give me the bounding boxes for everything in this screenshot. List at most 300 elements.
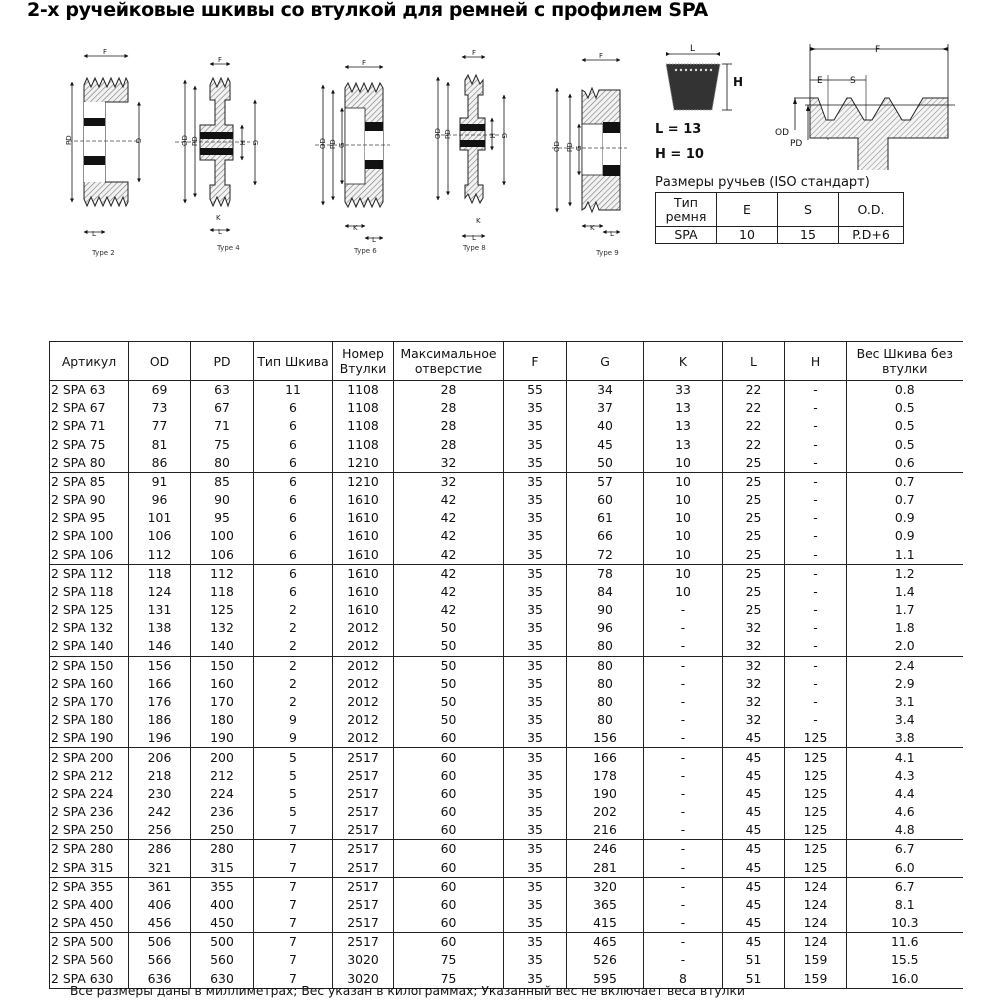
cell-f: 35 [504,877,567,896]
cell-weight: 0.9 [847,509,963,527]
cell-bush-number: 1610 [333,527,394,545]
cell-h: - [785,656,847,675]
cell-od: 86 [129,454,191,473]
cell-k: 8 [644,970,723,989]
cell-h: - [785,509,847,527]
iso-header-belt-type-line1: Тип [674,194,698,210]
cell-weight: 4.6 [847,803,963,821]
header-f: F [504,342,567,381]
svg-text:H: H [238,140,246,146]
cell-bush-number: 2012 [333,619,394,637]
cell-article: 2 SPA 560 [50,951,129,969]
cell-od: 361 [129,877,191,896]
cell-weight: 1.4 [847,583,963,601]
table-row [50,381,963,400]
cell-g: 190 [567,785,644,803]
cell-bush-number: 2517 [333,914,394,933]
cell-l: 45 [723,803,785,821]
cell-pulley-type: 6 [254,472,333,491]
cell-k: - [644,656,723,675]
cell-bush-number: 1610 [333,491,394,509]
cell-article: 2 SPA 67 [50,399,129,417]
cell-bush-number: 2517 [333,840,394,859]
cell-max-bore: 75 [394,951,504,969]
cell-article: 2 SPA 132 [50,619,129,637]
cell-max-bore: 60 [394,803,504,821]
cell-f: 35 [504,399,567,417]
table-row [50,527,963,545]
cell-pd: 315 [191,858,254,877]
cell-max-bore: 42 [394,564,504,583]
cell-weight: 3.1 [847,693,963,711]
header-weight [847,342,963,381]
cell-article: 2 SPA 224 [50,785,129,803]
cell-g: 202 [567,803,644,821]
cell-weight: 3.4 [847,711,963,729]
svg-text:K: K [590,224,595,232]
cell-pd: 125 [191,601,254,619]
iso-header-s: S [778,193,839,227]
cell-f: 35 [504,527,567,545]
cell-f: 35 [504,767,567,785]
cell-g: 80 [567,711,644,729]
cell-pulley-type: 2 [254,601,333,619]
cell-h: - [785,583,847,601]
svg-text:G: G [134,138,142,144]
cell-pd: 400 [191,896,254,914]
cell-pd: 63 [191,381,254,400]
cell-max-bore: 60 [394,748,504,767]
cell-od: 166 [129,675,191,693]
cell-bush-number: 2012 [333,729,394,748]
cell-f: 35 [504,970,567,989]
cell-pulley-type: 7 [254,914,333,933]
iso-cell-od: P.D+6 [839,227,904,244]
cell-bush-number: 1610 [333,509,394,527]
cell-k: - [644,821,723,840]
cell-pd: 112 [191,564,254,583]
svg-text:S: S [850,76,856,86]
cell-article: 2 SPA 125 [50,601,129,619]
cell-pulley-type: 2 [254,619,333,637]
cell-h: - [785,381,847,400]
cell-pd: 160 [191,675,254,693]
table-row [50,399,963,417]
cell-h: - [785,472,847,491]
svg-text:K: K [216,214,221,222]
cell-pulley-type: 5 [254,803,333,821]
cell-h: - [785,436,847,454]
cell-h: 124 [785,933,847,952]
cell-pulley-type: 5 [254,767,333,785]
iso-table-title: Размеры ручьев (ISO стандарт) [655,175,870,190]
table-row [50,896,963,914]
cell-h: 125 [785,821,847,840]
cell-pd: 150 [191,656,254,675]
cell-l: 45 [723,914,785,933]
cell-max-bore: 60 [394,840,504,859]
cell-h: - [785,399,847,417]
svg-text:G: G [251,140,259,146]
cell-pulley-type: 6 [254,417,333,435]
cell-h: 125 [785,729,847,748]
cell-h: - [785,637,847,656]
cell-weight: 11.6 [847,933,963,952]
cell-f: 35 [504,601,567,619]
cell-l: 25 [723,583,785,601]
table-row [50,656,963,675]
cell-k: - [644,896,723,914]
cell-od: 566 [129,951,191,969]
cell-article: 2 SPA 180 [50,711,129,729]
table-row [50,785,963,803]
cell-bush-number: 1610 [333,583,394,601]
table-row [50,601,963,619]
svg-text:F: F [362,59,367,67]
svg-text:K: K [353,224,358,232]
cell-bush-number: 2517 [333,858,394,877]
cell-weight: 2.9 [847,675,963,693]
cell-g: 216 [567,821,644,840]
cell-pulley-type: 6 [254,436,333,454]
cell-f: 35 [504,436,567,454]
header-weight-line2: втулки [882,361,928,376]
iso-header-od: O.D. [839,193,904,227]
iso-cell-belt-type: SPA [656,227,717,244]
header-bore-line2: отверстие [414,361,483,376]
svg-text:PD: PD [191,136,199,146]
cell-k: 10 [644,491,723,509]
cell-article: 2 SPA 106 [50,546,129,565]
cell-od: 73 [129,399,191,417]
cell-g: 40 [567,417,644,435]
cell-od: 146 [129,637,191,656]
cell-weight: 0.6 [847,454,963,473]
cell-bush-number: 1610 [333,546,394,565]
cell-max-bore: 50 [394,675,504,693]
cell-weight: 0.8 [847,381,963,400]
cell-k: - [644,711,723,729]
table-row [50,619,963,637]
cell-l: 25 [723,527,785,545]
cell-pulley-type: 7 [254,840,333,859]
cell-bush-number: 1108 [333,381,394,400]
svg-text:OD: OD [434,128,442,139]
svg-text:F: F [875,45,881,55]
cell-max-bore: 50 [394,656,504,675]
cell-od: 138 [129,619,191,637]
cell-od: 176 [129,693,191,711]
cell-od: 230 [129,785,191,803]
cell-weight: 0.7 [847,491,963,509]
cell-weight: 1.1 [847,546,963,565]
cell-l: 45 [723,729,785,748]
cell-bush-number: 1108 [333,399,394,417]
cell-l: 45 [723,840,785,859]
cell-g: 57 [567,472,644,491]
cell-pd: 106 [191,546,254,565]
cell-g: 72 [567,546,644,565]
page-title: 2-х ручейковые шкивы со втулкой для ремней с профилем SPA [27,0,708,21]
cell-article: 2 SPA 280 [50,840,129,859]
cell-h: 159 [785,951,847,969]
cell-f: 35 [504,785,567,803]
cell-pulley-type: 5 [254,748,333,767]
cell-max-bore: 28 [394,381,504,400]
cell-pd: 190 [191,729,254,748]
table-row [50,693,963,711]
table-row [50,821,963,840]
svg-text:L: L [372,236,376,244]
cell-article: 2 SPA 250 [50,821,129,840]
footnote: Все размеры даны в миллиметрах; Вес указан в килограммах; Указанный вес не включает веса втулки [70,984,745,998]
cell-weight: 0.5 [847,417,963,435]
cell-max-bore: 42 [394,527,504,545]
cell-article: 2 SPA 150 [50,656,129,675]
header-article: Артикул [50,342,129,381]
cell-bush-number: 2517 [333,933,394,952]
cell-f: 35 [504,821,567,840]
type-6-caption: Type 6 [354,247,377,255]
cell-g: 90 [567,601,644,619]
cell-bush-number: 3020 [333,970,394,989]
cell-pd: 200 [191,748,254,767]
svg-text:E: E [817,76,823,86]
cell-pd: 75 [191,436,254,454]
cell-g: 50 [567,454,644,473]
belt-height-label: H [733,75,744,89]
iso-groove-table [655,192,904,244]
cell-l: 25 [723,546,785,565]
svg-text:PD: PD [790,139,803,149]
iso-header-belt-type-line2: ремня [665,208,707,224]
cell-l: 45 [723,933,785,952]
cell-k: 10 [644,583,723,601]
cell-max-bore: 60 [394,858,504,877]
cell-g: 320 [567,877,644,896]
cell-od: 156 [129,656,191,675]
cell-od: 218 [129,767,191,785]
cell-od: 124 [129,583,191,601]
header-g: G [567,342,644,381]
cell-pulley-type: 6 [254,527,333,545]
table-row [50,454,963,473]
cell-od: 321 [129,858,191,877]
cell-g: 178 [567,767,644,785]
cell-g: 37 [567,399,644,417]
svg-text:OD: OD [181,135,189,146]
cell-od: 69 [129,381,191,400]
svg-text:L: L [690,44,696,54]
cell-h: 124 [785,877,847,896]
cell-article: 2 SPA 160 [50,675,129,693]
cell-weight: 3.8 [847,729,963,748]
cell-pd: 224 [191,785,254,803]
cell-bush-number: 2517 [333,896,394,914]
header-od: OD [129,342,191,381]
cell-k: - [644,877,723,896]
header-bore-line1: Максимальное [400,346,497,361]
cell-od: 406 [129,896,191,914]
cell-od: 91 [129,472,191,491]
cell-pd: 132 [191,619,254,637]
cell-h: - [785,711,847,729]
cell-pulley-type: 6 [254,509,333,527]
cell-article: 2 SPA 236 [50,803,129,821]
cell-bush-number: 2012 [333,675,394,693]
cell-article: 2 SPA 75 [50,436,129,454]
cell-max-bore: 50 [394,637,504,656]
cell-k: 10 [644,546,723,565]
cell-article: 2 SPA 80 [50,454,129,473]
cell-pulley-type: 6 [254,491,333,509]
cell-k: 10 [644,472,723,491]
cell-k: - [644,858,723,877]
cell-pd: 140 [191,637,254,656]
cell-f: 35 [504,417,567,435]
cell-f: 35 [504,583,567,601]
cell-pulley-type: 2 [254,656,333,675]
table-row [50,509,963,527]
table-row [50,564,963,583]
cell-f: 35 [504,509,567,527]
cell-g: 78 [567,564,644,583]
cell-bush-number: 1610 [333,564,394,583]
cell-max-bore: 32 [394,472,504,491]
table-header-row [50,342,963,381]
cell-max-bore: 60 [394,729,504,748]
cell-max-bore: 50 [394,619,504,637]
svg-text:L: L [218,228,222,236]
svg-text:F: F [218,56,223,64]
type-6-drawing [315,59,390,255]
cell-l: 25 [723,564,785,583]
iso-cell-s: 15 [778,227,839,244]
svg-text:OD: OD [319,138,327,149]
cell-g: 80 [567,637,644,656]
cell-max-bore: 42 [394,601,504,619]
cell-article: 2 SPA 212 [50,767,129,785]
cell-article: 2 SPA 450 [50,914,129,933]
cell-pulley-type: 7 [254,896,333,914]
cell-pulley-type: 6 [254,399,333,417]
cell-g: 415 [567,914,644,933]
cell-k: - [644,729,723,748]
cell-pd: 500 [191,933,254,952]
table-row [50,877,963,896]
cell-bush-number: 1210 [333,472,394,491]
cell-l: 25 [723,491,785,509]
cell-max-bore: 42 [394,509,504,527]
cell-l: 32 [723,675,785,693]
cell-f: 35 [504,637,567,656]
cell-pulley-type: 6 [254,583,333,601]
cell-max-bore: 75 [394,970,504,989]
cell-od: 196 [129,729,191,748]
cell-article: 2 SPA 90 [50,491,129,509]
cell-l: 25 [723,601,785,619]
table-row [50,711,963,729]
pulley-type-drawings [50,40,650,270]
cell-k: - [644,601,723,619]
cell-article: 2 SPA 500 [50,933,129,952]
cell-pd: 100 [191,527,254,545]
cell-g: 80 [567,693,644,711]
cell-weight: 0.5 [847,436,963,454]
svg-text:PD: PD [566,142,574,152]
table-row [50,803,963,821]
cell-od: 96 [129,491,191,509]
cell-g: 66 [567,527,644,545]
cell-pd: 90 [191,491,254,509]
cell-pulley-type: 2 [254,637,333,656]
cell-bush-number: 3020 [333,951,394,969]
cell-k: - [644,803,723,821]
cell-k: - [644,637,723,656]
cell-pd: 280 [191,840,254,859]
cell-od: 106 [129,527,191,545]
type-4-drawing [175,56,259,252]
cell-weight: 2.4 [847,656,963,675]
cell-weight: 0.5 [847,399,963,417]
cell-bush-number: 2012 [333,693,394,711]
cell-g: 365 [567,896,644,914]
cell-bush-number: 2517 [333,748,394,767]
table-row [50,840,963,859]
table-row [50,491,963,509]
cell-h: - [785,491,847,509]
svg-text:L: L [610,230,614,238]
cell-bush-number: 2517 [333,821,394,840]
cell-od: 118 [129,564,191,583]
cell-pulley-type: 7 [254,951,333,969]
cell-article: 2 SPA 63 [50,381,129,400]
cell-k: 13 [644,436,723,454]
cell-weight: 6.7 [847,877,963,896]
cell-k: 33 [644,381,723,400]
cell-l: 25 [723,509,785,527]
cell-article: 2 SPA 100 [50,527,129,545]
cell-g: 60 [567,491,644,509]
svg-text:G: G [575,145,583,151]
header-pulley-type: Тип Шкива [254,342,333,381]
cell-pd: 95 [191,509,254,527]
cell-pulley-type: 9 [254,711,333,729]
type-8-caption: Type 8 [463,244,486,252]
cell-bush-number: 2012 [333,711,394,729]
cell-g: 80 [567,675,644,693]
cell-pd: 212 [191,767,254,785]
svg-text:L: L [472,234,476,242]
cell-f: 35 [504,693,567,711]
cell-f: 35 [504,840,567,859]
cell-h: 125 [785,803,847,821]
cell-k: - [644,840,723,859]
cell-pulley-type: 2 [254,675,333,693]
cell-f: 35 [504,711,567,729]
cell-article: 2 SPA 315 [50,858,129,877]
cell-h: - [785,564,847,583]
cell-bush-number: 1108 [333,417,394,435]
header-bush-line2: Втулки [339,361,387,376]
cell-max-bore: 60 [394,767,504,785]
table-row [50,729,963,748]
pulley-spec-table [49,341,963,989]
cell-max-bore: 50 [394,711,504,729]
cell-max-bore: 60 [394,785,504,803]
cell-pulley-type: 2 [254,693,333,711]
iso-header-belt-type [656,193,717,227]
